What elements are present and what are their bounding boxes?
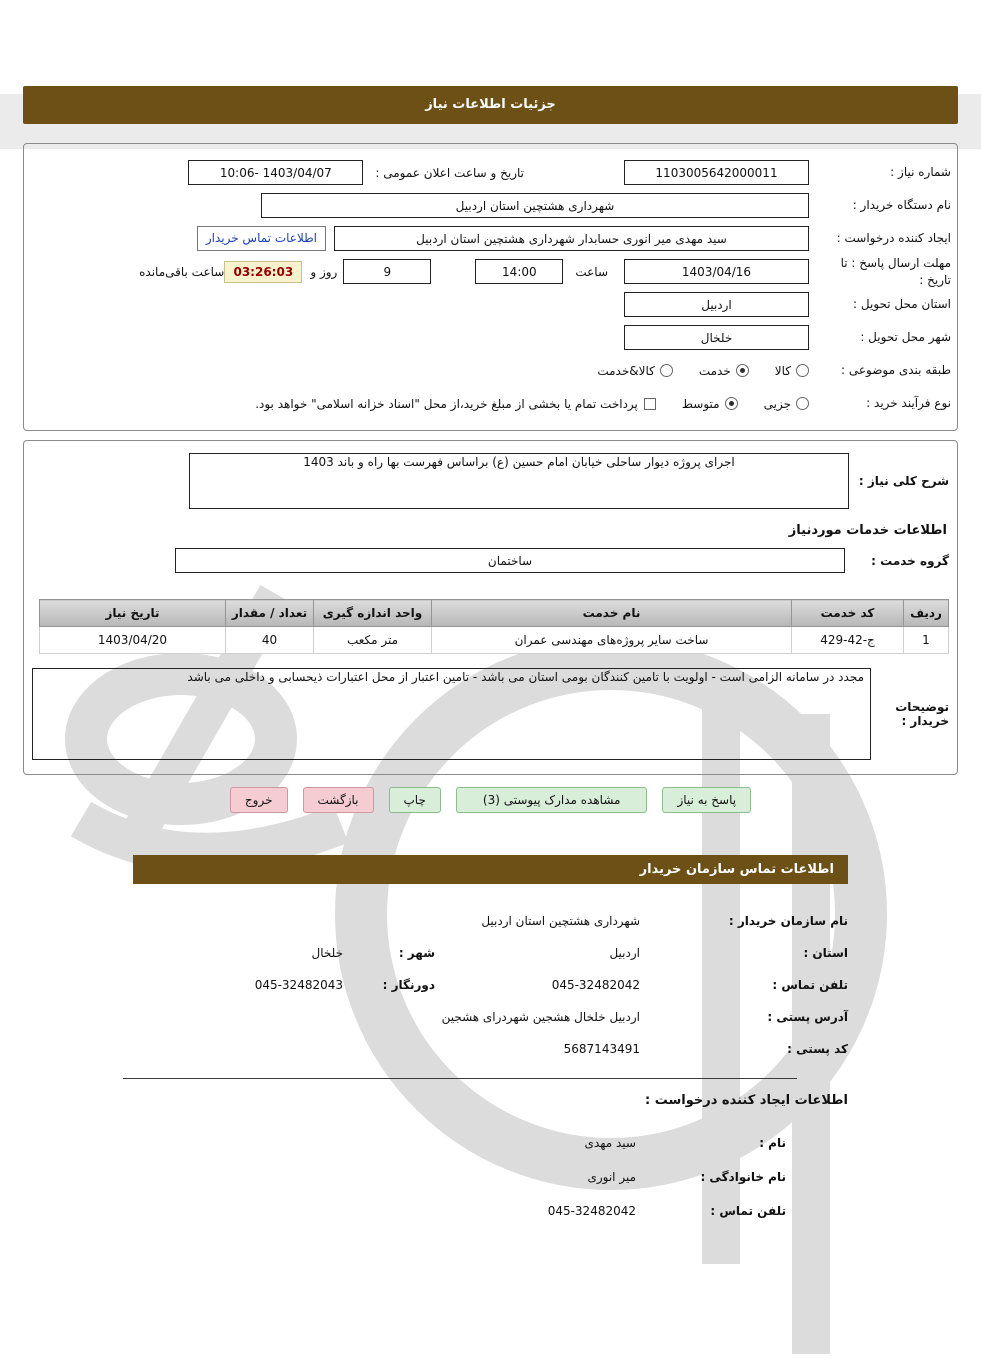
- row-delivery-province: [30, 288, 951, 321]
- services-table-header-row: [40, 600, 949, 627]
- delivery-province-input[interactable]: [624, 292, 809, 317]
- cell-unit: متر مکعب: [314, 627, 432, 654]
- services-panel: [23, 440, 958, 775]
- city-value: خلخال: [311, 946, 343, 960]
- option-service[interactable]: [699, 364, 749, 378]
- delivery-province-label: استان محل تحویل :: [853, 297, 951, 312]
- buyer-notes-label: توضیحات خریدار :: [895, 700, 949, 728]
- need-description-textarea[interactable]: اجرای پروژه دیوار ساحلی خیابان امام حسین (ع) براساس فهرست بها راه و باند 1403: [189, 453, 849, 509]
- respond-button[interactable]: پاسخ به نیاز: [662, 787, 751, 813]
- creator-family-value: میر انوری: [587, 1170, 636, 1184]
- row-delivery-city: [30, 321, 951, 354]
- need-number-input[interactable]: [624, 160, 809, 185]
- radio-service-label: خدمت: [698, 363, 731, 378]
- option-minor[interactable]: [764, 397, 809, 411]
- fax-label: دورنگار :: [382, 978, 435, 992]
- radio-minor-icon[interactable]: [796, 397, 809, 410]
- cell-code: ج-42-429: [792, 627, 904, 654]
- radio-medium-icon[interactable]: [725, 397, 738, 410]
- back-button[interactable]: بازگشت: [303, 787, 374, 813]
- services-table: [39, 599, 949, 654]
- row-buyer-org: [30, 189, 951, 222]
- page-title: جزئیات اطلاعات نیاز: [23, 86, 958, 124]
- action-buttons: [23, 787, 958, 813]
- service-group-input[interactable]: [175, 548, 845, 573]
- cell-need-date: 1403/04/20: [40, 627, 226, 654]
- city-label: شهر :: [398, 946, 435, 960]
- cell-name: ساخت سایر پروژه‌های مهندسی عمران: [432, 627, 792, 654]
- countdown-timer: 03:26:03: [224, 261, 302, 283]
- section-divider: [123, 1078, 797, 1079]
- buyer-notes-textarea[interactable]: مجدد در سامانه الزامی است - اولویت با تامین کنندگان بومی استان می باشد - تامین اعتبار از محل اعتبارات ذیحسابی و داخلی می باشد: [32, 668, 871, 760]
- row-service-group: [32, 548, 949, 573]
- row-creator-phone: [133, 1204, 786, 1224]
- required-services-heading: اطلاعات خدمات موردنیاز: [788, 523, 947, 538]
- request-creator-input[interactable]: [334, 226, 809, 251]
- row-purchase-process: [30, 387, 951, 420]
- phone-value: 045-32482042: [551, 978, 640, 992]
- org-name-label: نام سازمان خریدار :: [728, 914, 848, 928]
- subject-category-label: طبقه بندی موضوعی :: [841, 363, 951, 378]
- row-province-city: [133, 946, 848, 966]
- delivery-city-label: شهر محل تحویل :: [860, 330, 951, 345]
- row-phone-fax: [133, 978, 848, 998]
- row-postal-address: [133, 1010, 848, 1030]
- province-label: استان :: [803, 946, 848, 960]
- col-need-date: تاریخ نیاز: [40, 600, 226, 627]
- hour-label: ساعت: [575, 264, 608, 279]
- radio-goods-icon[interactable]: [796, 364, 809, 377]
- radio-goods-and-service-icon[interactable]: [660, 364, 673, 377]
- col-quantity: تعداد / مقدار: [226, 600, 314, 627]
- exit-button[interactable]: خروج: [230, 787, 288, 813]
- days-remaining-input[interactable]: [343, 259, 431, 284]
- row-buyer-notes: [32, 668, 949, 760]
- col-code: کد خدمت: [792, 600, 904, 627]
- row-subject-category: [30, 354, 951, 387]
- row-creator-name: [133, 1136, 786, 1156]
- row-need-description: [32, 453, 949, 509]
- print-button[interactable]: چاپ: [389, 787, 441, 813]
- row-need-number: [30, 156, 951, 189]
- option-medium[interactable]: [682, 397, 738, 411]
- treasury-checkbox-label: پرداخت تمام یا بخشی از مبلغ خرید،از محل "اسناد خزانه اسلامی" خواهد بود.: [255, 396, 638, 411]
- contact-section-header: اطلاعات تماس سازمان خریدار: [133, 855, 848, 884]
- creator-info-section: [133, 1093, 848, 1224]
- hours-remaining-label: ساعت باقی‌مانده: [139, 264, 225, 279]
- view-attachments-button[interactable]: مشاهده مدارک پیوستی (3): [456, 787, 648, 813]
- radio-service-icon[interactable]: [736, 364, 749, 377]
- day-and-label: روز و: [310, 264, 338, 279]
- buyer-org-input[interactable]: [261, 193, 809, 218]
- option-goods-and-service[interactable]: [597, 364, 673, 378]
- postal-code-label: کد پستی :: [787, 1042, 848, 1056]
- treasury-checkbox-icon[interactable]: [644, 398, 656, 410]
- request-creator-label: ایجاد کننده درخواست :: [836, 231, 951, 246]
- deadline-date-input[interactable]: [624, 259, 809, 284]
- creator-phone-label: تلفن تماس :: [710, 1204, 786, 1218]
- row-creator-family: [133, 1170, 786, 1190]
- contact-section: [133, 884, 848, 1062]
- creator-name-value: سید مهدی: [584, 1136, 636, 1150]
- radio-goods-and-service-label: کالا&خدمت: [597, 363, 655, 378]
- deadline-label: مهلت ارسال پاسخ : تا تاریخ :: [840, 256, 951, 287]
- need-description-label: شرح کلی نیاز :: [858, 474, 949, 488]
- postal-code-value: 5687143491: [563, 1042, 640, 1056]
- deadline-time-input[interactable]: [475, 259, 563, 284]
- service-group-label: گروه خدمت :: [871, 553, 949, 568]
- row-org-name: [133, 914, 848, 934]
- fax-value: 045-32482043: [254, 978, 343, 992]
- province-value: اردبیل: [609, 946, 640, 960]
- delivery-city-input[interactable]: [624, 325, 809, 350]
- services-table-row: [40, 627, 949, 654]
- option-goods[interactable]: [775, 364, 809, 378]
- radio-goods-label: کالا: [774, 363, 791, 378]
- col-name: نام خدمت: [432, 600, 792, 627]
- request-info-panel: [23, 143, 958, 431]
- cell-row: 1: [904, 627, 949, 654]
- col-unit: واحد اندازه گیری: [314, 600, 432, 627]
- announce-datetime-label: تاریخ و ساعت اعلان عمومی :: [375, 165, 524, 180]
- row-postal-code: [133, 1042, 848, 1062]
- phone-label: تلفن تماس :: [772, 978, 848, 992]
- row-request-creator: [30, 222, 951, 255]
- creator-info-heading: اطلاعات ایجاد کننده درخواست :: [645, 1093, 848, 1108]
- col-row: ردیف: [904, 600, 949, 627]
- radio-minor-label: جزیی: [763, 396, 791, 411]
- postal-address-value: اردبیل خلخال هشجین شهردرای هشجین: [441, 1010, 640, 1024]
- purchase-process-label: نوع فرآیند خرید :: [866, 396, 951, 411]
- need-number-label: شماره نیاز :: [890, 165, 951, 180]
- row-deadline: [30, 255, 951, 288]
- radio-medium-label: متوسط: [681, 396, 720, 411]
- buyer-contact-link[interactable]: اطلاعات تماس خریدار: [197, 226, 326, 251]
- creator-phone-value: 045-32482042: [547, 1204, 636, 1218]
- cell-quantity: 40: [226, 627, 314, 654]
- creator-name-label: نام :: [759, 1136, 786, 1150]
- buyer-org-label: نام دستگاه خریدار :: [852, 198, 951, 213]
- creator-family-label: نام خانوادگی :: [700, 1170, 786, 1184]
- org-name-value: شهرداری هشتچین استان اردبیل: [481, 914, 640, 928]
- postal-address-label: آدرس پستی :: [767, 1010, 848, 1024]
- option-treasury-payment[interactable]: [255, 397, 656, 411]
- announce-datetime-input[interactable]: [188, 160, 363, 185]
